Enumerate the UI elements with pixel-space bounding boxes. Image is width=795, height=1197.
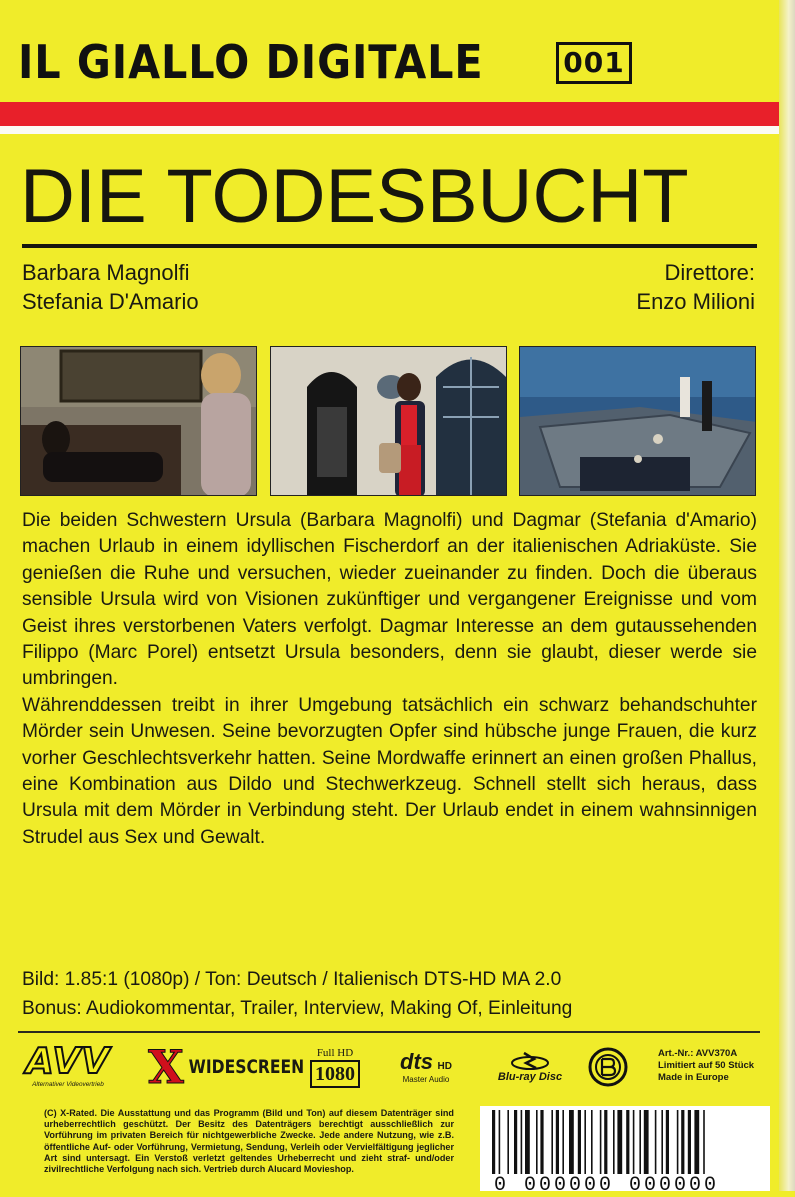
dts-text: dts	[400, 1049, 434, 1074]
avv-logo	[16, 1040, 120, 1094]
barcode-bar	[536, 1110, 538, 1174]
legal-notice: (C) X-Rated. Die Ausstattung und das Programm (Bild und Ton) auf diesem Datenträger sind urheberrechtlich geschützt. Der Besitz des Datenträgers berechtigt ausschließlich zur Vorführung im privaten Bereich für nichtgewerbliche Zwecke. Jede andere Nutzung, wie z.B. öffentliche Auf- oder Vorführung, Vermietung, Sendung, Verleih oder Vervielfältigung jeglicher Art sind untersagt. Ein Verstoß verletzt geltendes Urheberrecht und zieht straf- und/oder zivilrechtliche Verfolgung nach sich. Vertrieb durch Alucard Movieshop.	[44, 1108, 454, 1175]
barcode-bar	[694, 1110, 699, 1174]
barcode-bar	[551, 1110, 553, 1174]
avv-logo-subtitle: Alternativer Videovertrieb	[32, 1081, 104, 1088]
origin: Made in Europe	[658, 1072, 729, 1083]
cover-edge	[779, 0, 795, 1191]
synopsis-paragraph: Währenddessen treibt in ihrer Umgebung tatsächlich ein schwarz behandschuhter Mörder sein Unwesen. Seine bevorzugten Opfer sind hübsche junge Frauen, die kurz vorher Geschlechtsverkehr hatten. Seine Mordwaffe erinnert an einen großen Phallus, eine Kombination aus Dildo und Stechwerkzeug. Schnell stellt sich heraus, dass Ursula mit dem Mörder in Verbindung steht. Der Urlaub endet in einem wahnsinnigen Strudel aus Sex und Gewalt.	[22, 694, 757, 848]
edition-limit: Limitiert auf 50 Stück	[658, 1060, 755, 1071]
barcode-bar	[499, 1110, 501, 1174]
still-image-3	[519, 346, 756, 496]
still-image-2	[270, 346, 507, 496]
still-image-1	[20, 346, 257, 496]
fullhd-logo	[304, 1040, 366, 1094]
bluray-logo	[484, 1040, 576, 1094]
synopsis-paragraph: Die beiden Schwestern Ursula (Barbara Magnolfi) und Dagmar (Stefania d'Amario) machen Urlaub in einem idyllischen Fischerdorf an der italienischen Adriaküste. Sie genießen die Ruhe und versuchen, wieder zueinander zu finden. Doch die überaus sensible Ursula wird von Visionen zukünftiger und vergangener Ereignisse und vom Geist ihres verstorbenen Vaters verfolgt. Dagmar Interesse an dem gutaussehenden Filippo (Marc Porel) entsetzt Ursula besonders, denn sie glaubt, dieser werde sie umbringen.	[22, 510, 757, 690]
director-credit	[636, 258, 755, 316]
widescreen-text: WIDESCREEN	[188, 1056, 304, 1078]
dts-hd-text: HD	[437, 1061, 452, 1072]
barcode-bar	[655, 1110, 657, 1174]
article-number: Art.-Nr.: AVV370A	[658, 1048, 738, 1059]
fullhd-label: Full HD	[316, 1046, 354, 1059]
bluray-disc-icon	[510, 1051, 550, 1071]
synopsis	[22, 508, 757, 851]
barcode-bar	[633, 1110, 635, 1174]
cast-member: Barbara Magnolfi	[22, 260, 190, 285]
director-name: Enzo Milioni	[636, 289, 755, 314]
barcode-bar	[525, 1110, 530, 1174]
barcode-bar	[584, 1110, 586, 1174]
barcode-bar	[677, 1110, 679, 1174]
film-stills	[20, 346, 757, 496]
barcode-bar	[613, 1110, 615, 1174]
cast-list	[22, 258, 199, 316]
director-label: Direttore:	[664, 260, 755, 285]
barcode-bars	[486, 1110, 764, 1174]
barcode-bar	[562, 1110, 564, 1174]
avv-logo-text: AVV	[25, 1041, 111, 1082]
red-stripe	[0, 102, 779, 126]
dts-hd-logo	[376, 1040, 476, 1094]
barcode-bar	[688, 1110, 691, 1174]
bluray-text: Blu-ray Disc	[497, 1070, 563, 1083]
series-title: IL GIALLO DIGITALE	[18, 35, 484, 89]
x-rated-mark: X	[148, 1040, 184, 1094]
barcode-bar	[578, 1110, 581, 1174]
barcode-bar	[514, 1110, 517, 1174]
logo-row	[16, 1040, 761, 1094]
barcode-bar	[703, 1110, 705, 1174]
dts-subtitle: Master Audio	[402, 1075, 450, 1084]
barcode	[480, 1106, 770, 1197]
series-number: 001	[556, 42, 632, 84]
rating-badge-icon	[586, 1040, 630, 1094]
barcode-bar	[666, 1110, 669, 1174]
barcode-bar	[600, 1110, 602, 1174]
widescreen-logo	[188, 1040, 304, 1094]
barcode-bar	[604, 1110, 607, 1174]
film-title: DIE TODESBUCHT	[20, 154, 689, 239]
barcode-bar	[644, 1110, 649, 1174]
bonus-info: Bonus: Audiokommentar, Trailer, Interview, Making Of, Einleitung	[22, 998, 573, 1019]
barcode-bar	[626, 1110, 629, 1174]
article-info	[658, 1048, 754, 1084]
barcode-bar	[521, 1110, 523, 1174]
fullhd-number: 1080	[310, 1060, 360, 1088]
barcode-bar	[661, 1110, 663, 1174]
white-stripe	[0, 126, 779, 134]
barcode-bar	[556, 1110, 559, 1174]
barcode-bar	[507, 1110, 509, 1174]
cast-member: Stefania D'Amario	[22, 289, 199, 314]
tech-specs	[22, 965, 762, 1023]
barcode-bar	[681, 1110, 684, 1174]
title-underline	[22, 244, 757, 248]
picture-sound-info: Bild: 1.85:1 (1080p) / Ton: Deutsch / Italienisch DTS-HD MA 2.0	[22, 969, 562, 990]
x-rated-logo	[136, 1040, 196, 1094]
barcode-bar	[591, 1110, 593, 1174]
barcode-bar	[492, 1110, 495, 1174]
barcode-bar	[639, 1110, 641, 1174]
barcode-bar	[569, 1110, 574, 1174]
barcode-bar	[540, 1110, 543, 1174]
barcode-number: 0 000000 000000	[494, 1174, 720, 1197]
barcode-bar	[617, 1110, 622, 1174]
bottom-divider	[18, 1031, 760, 1033]
